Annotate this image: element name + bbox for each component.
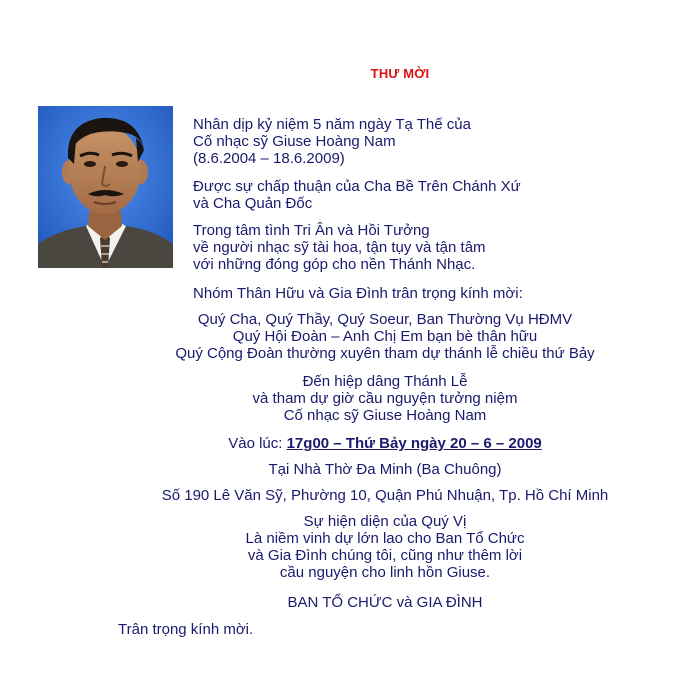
gratitude-line: với những đóng góp cho nền Thánh Nhạc. (193, 256, 476, 273)
invitee-line: Quý Cộng Đoàn thường xuyên tham dự thánh lễ chiều thứ Bảy (175, 345, 595, 362)
honor-line: Sự hiện diện của Quý Vị (303, 513, 467, 530)
invitee-line: Quý Cha, Quý Thầy, Quý Soeur, Ban Thường Vụ HĐMV (197, 311, 573, 328)
intro-line: Nhân dịp kỷ niệm 5 năm ngày Tạ Thế của (193, 116, 471, 133)
invitees-block (0, 311, 700, 362)
time-label: Vào lúc: (228, 435, 287, 452)
time-value: 17g00 – Thứ Bảy ngày 20 – 6 – 2009 (286, 435, 542, 452)
invite-line: Nhóm Thân Hữu và Gia Đình trân trọng kính mời: (193, 285, 523, 302)
honor-line: Là niềm vinh dự lớn lao cho Ban Tổ Chức (245, 530, 525, 547)
gratitude-line: Trong tâm tình Tri Ân và Hồi Tưởng (193, 222, 430, 239)
intro-line: Cố nhạc sỹ Giuse Hoàng Nam (193, 133, 396, 150)
invitee-line: Quý Hội Đoàn – Anh Chị Em bạn bè thân hữu (232, 328, 538, 345)
approval-block (193, 178, 521, 212)
approval-line: và Cha Quản Đốc (193, 195, 313, 212)
invitation-title: THƯ MỜI (370, 66, 430, 81)
honor-line: cầu nguyện cho linh hồn Giuse. (279, 564, 491, 581)
honor-block (0, 513, 700, 581)
intro-block (193, 116, 471, 167)
address-line: Số 190 Lê Văn Sỹ, Phường 10, Quận Phú Nhuận, Tp. Hồ Chí Minh (161, 487, 609, 504)
portrait-photo (38, 106, 173, 268)
intro-line: (8.6.2004 – 18.6.2009) (193, 150, 345, 167)
time-line (0, 435, 700, 452)
purpose-block (0, 373, 700, 424)
gratitude-block (193, 222, 486, 273)
location-line: Tại Nhà Thờ Đa Minh (Ba Chuông) (268, 461, 502, 478)
purpose-line: Cố nhạc sỹ Giuse Hoàng Nam (283, 407, 487, 424)
portrait-icon (38, 106, 173, 268)
gratitude-line: về người nhạc sỹ tài hoa, tận tụy và tận tâm (193, 239, 486, 256)
approval-line: Được sự chấp thuận của Cha Bề Trên Chánh Xứ (193, 178, 521, 195)
honor-line: và Gia Đình chúng tôi, cũng như thêm lời (247, 547, 523, 564)
signature-line: BAN TỔ CHỨC và GIA ĐÌNH (287, 594, 483, 611)
closing-line: Trân trọng kính mời. (118, 621, 254, 638)
purpose-line: và tham dự giờ cầu nguyện tưởng niệm (252, 390, 518, 407)
purpose-line: Đến hiệp dâng Thánh Lễ (302, 373, 468, 390)
